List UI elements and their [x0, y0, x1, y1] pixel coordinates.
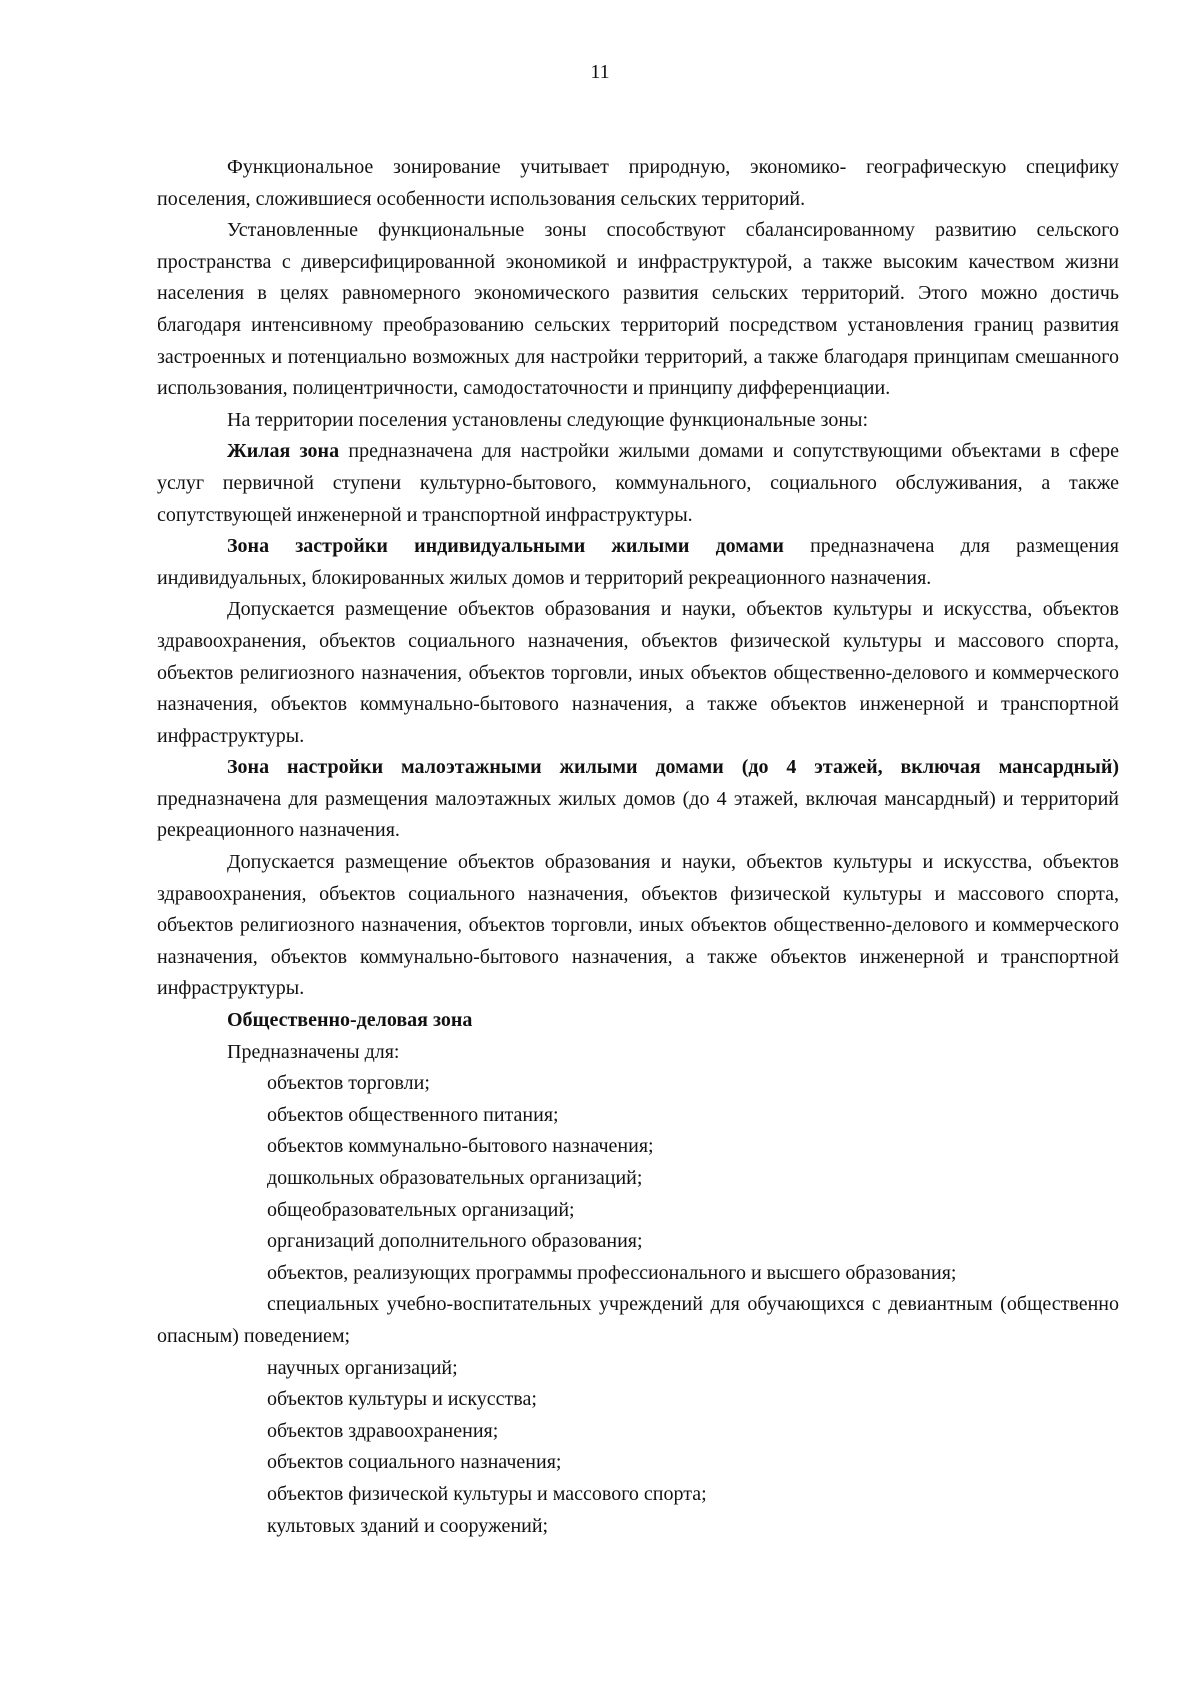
- list-item: культовых зданий и сооружений;: [267, 1514, 549, 1537]
- list-item: общеобразовательных организаций;: [267, 1198, 575, 1221]
- paragraph-residential-zone: [157, 436, 1119, 531]
- paragraph-zones-list-intro: На территории поселения установлены следующие функциональные зоны:: [227, 408, 869, 431]
- term-individual-housing-zone: Зона застройки индивидуальными жилыми домами: [227, 535, 784, 558]
- list-item: объектов социального назначения;: [267, 1451, 562, 1474]
- list-item: объектов общественного питания;: [267, 1103, 559, 1126]
- page-number: 11: [590, 61, 610, 83]
- paragraph-zoning-intro: Функциональное зонирование учитывает природную, экономико- географическую специфику поселения, сложившиеся особенности использования сельских территорий.: [157, 156, 1119, 210]
- section-intro: Предназначены для:: [227, 1040, 400, 1063]
- list-item: дошкольных образовательных организаций;: [267, 1167, 643, 1189]
- list-item: научных организаций;: [267, 1356, 458, 1379]
- document-body: [157, 152, 1119, 1542]
- list-item: объектов, реализующих программы профессионального и высшего образования;: [267, 1261, 957, 1284]
- list-item: объектов торговли;: [267, 1072, 430, 1095]
- paragraph-lowrise-zone: [157, 752, 1119, 847]
- paragraph-individual-housing-zone: [157, 531, 1119, 594]
- term-residential-zone: Жилая зона: [227, 440, 340, 463]
- paragraph-allowed-objects-1: Допускается размещение объектов образования и науки, объектов культуры и искусства, объектов здравоохранения, объектов социального назначения, объектов физической культуры и массового спорта, объектов религиозного назначения, объектов торговли, иных объектов общественно-делового и коммерческого назначения, объектов коммунально-бытового назначения, а также объектов инженерной и транспортной инфраструктуры.: [157, 598, 1119, 747]
- list-item: объектов физической культуры и массового спорта;: [267, 1482, 707, 1505]
- business-zone-list: [157, 1068, 1119, 1542]
- paragraph-residential-zone-text: предназначена для настройки жилыми домами и сопутствующими объектами в сфере услуг первичной ступени культурно-бытового, коммунального, социального обслуживания, а также сопутствующей инженерной и транспортной инфраструктуры.: [157, 440, 1119, 526]
- paragraph-zones-purpose: Установленные функциональные зоны способствуют сбалансированному развитию сельского пространства с диверсифицированной экономикой и инфраструктурой, а также высоким качеством жизни населения в целях равномерного экономического развития сельских территорий. Этого можно достичь благодаря интенсивному преобразованию сельских территорий посредством установления границ развития застроенных и потенциально возможных для настройки территорий, а также благодаря принципам смешанного использования, полицентричности, самодостаточности и принципу дифференциации.: [157, 219, 1119, 400]
- list-item: специальных учебно-воспитательных учреждений для обучающихся с девиантным (общественно опасным) поведением;: [157, 1293, 1119, 1347]
- list-item: объектов культуры и искусства;: [267, 1388, 537, 1411]
- paragraph-individual-housing-zone-text: предназначена для размещения индивидуальных, блокированных жилых домов и территорий рекреационного назначения.: [157, 535, 1119, 589]
- paragraph-lowrise-zone-text: предназначена для размещения малоэтажных жилых домов (до 4 этажей, включая мансардный) и территорий рекреационного назначения.: [157, 787, 1119, 842]
- list-item: организаций дополнительного образования;: [267, 1230, 643, 1253]
- term-lowrise-zone: Зона настройки малоэтажными жилыми домами (до 4 этажей, включая мансардный): [227, 756, 1119, 779]
- list-item: объектов здравоохранения;: [267, 1419, 499, 1442]
- section-heading-business-zone: Общественно-деловая зона: [227, 1009, 473, 1032]
- list-item: объектов коммунально-бытового назначения;: [267, 1135, 654, 1158]
- paragraph-allowed-objects-2: Допускается размещение объектов образования и науки, объектов культуры и искусства, объектов здравоохранения, объектов социального назначения, объектов физической культуры и массового спорта, объектов религиозного назначения, объектов торговли, иных объектов общественно-делового и коммерческого назначения, объектов коммунально-бытового назначения, а также объектов инженерной и транспортной инфраструктуры.: [157, 851, 1119, 1000]
